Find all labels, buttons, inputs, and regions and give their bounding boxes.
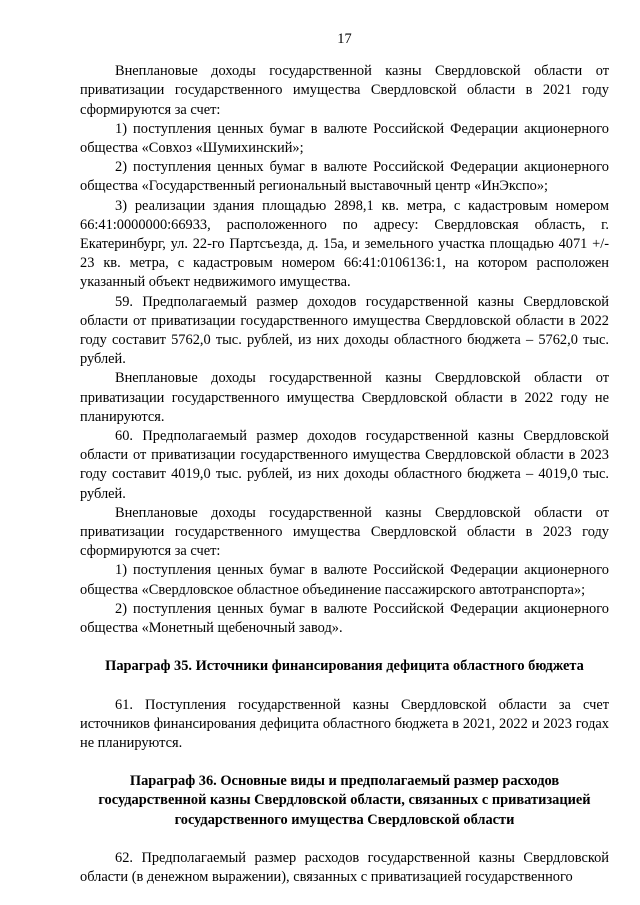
paragraph: Внеплановые доходы государственной казны Свердловской области от приватизации государственного имущества Свердловской области в 2022 году не планируются.	[80, 370, 609, 425]
paragraph: Внеплановые доходы государственной казны Свердловской области от приватизации государственного имущества Свердловской области в 2021 году сформируются за счет:	[80, 63, 609, 118]
paragraph-59: 59. Предполагаемый размер доходов государственной казны Свердловской области от приватизации государственного имущества Свердловской области в 2022 году составит 5762,0 тыс. рублей, из них доходы областного бюджета – 5762,0 тыс. рублей.	[80, 293, 609, 368]
list-item: 2) поступления ценных бумаг в валюте Российской Федерации акционерного общества «Государственный региональный выставочный центр «ИнЭкспо»;	[80, 159, 609, 195]
list-item: 1) поступления ценных бумаг в валюте Российской Федерации акционерного общества «Свердловское областное объединение пассажирского автотранспорта»;	[80, 562, 609, 598]
list-item: 2) поступления ценных бумаг в валюте Российской Федерации акционерного общества «Монетный щебеночный завод».	[80, 600, 609, 637]
section-heading-35: Параграф 35. Источники финансирования дефицита областного бюджета	[105, 658, 584, 675]
list-item: 3) реализации здания площадью 2898,1 кв. метра, с кадастровым номером 66:41:0000000:66933, расположенного по адресу: Свердловская область, г. Екатеринбург, ул. 22-го Партсъезда, д. 15а, и земельного участка площадью 4071 +/- 23 кв. метра, с кадастровым номером 66:41:0106136:1, на котором расположен указанный объект недвижимого имущества.	[80, 197, 609, 291]
page-number: 17	[337, 31, 352, 47]
paragraph-60: 60. Предполагаемый размер доходов государственной казны Свердловской области от приватизации государственного имущества Свердловской области в 2023 году составит 4019,0 тыс. рублей, из них доходы областного бюджета – 4019,0 тыс. рублей.	[80, 428, 609, 502]
paragraph-62: 62. Предполагаемый размер расходов государственной казны Свердловской области (в денежном выражении), связанных с приватизацией государственного	[80, 849, 609, 885]
list-item: 1) поступления ценных бумаг в валюте Российской Федерации акционерного общества «Совхоз «Шумихинский»;	[80, 120, 609, 157]
paragraph-61: 61. Поступления государственной казны Свердловской области за счет источников финансирования дефицита областного бюджета в 2021, 2022 и 2023 годах не планируются.	[80, 696, 609, 751]
paragraph: Внеплановые доходы государственной казны Свердловской области от приватизации государственного имущества Свердловской области в 2023 году сформируются за счет:	[80, 504, 609, 560]
body-text-block	[80, 62, 609, 638]
section-heading-36: Параграф 36. Основные виды и предполагаемый размер расходов государственной казны Свердловской области, связанных с приватизацией государственного имущества Свердловской области	[98, 773, 591, 828]
